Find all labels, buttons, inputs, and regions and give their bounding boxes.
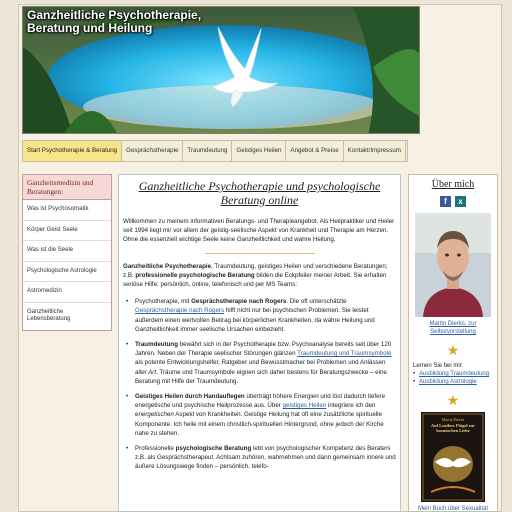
intro-paragraph: Willkommen zu meinem informativen Beratungs- und Therapieangebot. Als Heilpraktiker und Heiler seit 1994 liegt mir vor allem der geistig-seelische Aspekt von Krankheit und Therapie am Herzen. Ohne die essenziell wichtige Seele keine Ganzheitlichkeit und wahre Heilung. [123,218,395,244]
text: integriere ich den [326,402,376,410]
sidebar-heading: Ganzheitsmedizin und Beratungen: [23,175,111,200]
learn-label: Lernen Sie bei mir: [413,363,464,369]
sidebar-item-koerper-geist-seele[interactable]: Körper Geist Seele [23,221,111,242]
text: lebt von psychologischer Kompetenz des Beraters z.B. als Gesprächstherapeut. Achtsam zuhören, wahrnehmen und dann gemeinsam innere und äußere Lösungswege finden – persönlich, telefo- [135,445,396,471]
portrait-caption [413,320,493,336]
left-sidebar [22,174,112,331]
link-buch[interactable]: Mein Buch über Sexualität [417,506,489,512]
italic-text: energetischen [135,411,174,419]
strong-text: psychologische Beratung [175,445,252,453]
text: Psychotherapie, mit [135,298,192,306]
nav-item-gespraechstherapie[interactable]: Gesprächstherapie [122,141,183,161]
link-geistiges-heilen[interactable]: geistiges Heilen [282,402,327,410]
strong-text: professionelle psychologische Beratung [135,271,255,279]
list-item [123,340,396,386]
strong-text: Ganzheitliche Psychotherapie [123,262,212,270]
sidebar-item-astromedizin[interactable]: Astromedizin [23,282,111,303]
list-item [123,392,396,438]
social-links [413,196,493,207]
list-item [123,297,396,334]
services-paragraph [123,262,396,290]
text: , Traumdeutung, geistiges Heilen und verschiedene Beratungen; z.B. [123,262,388,279]
book-caption [413,505,493,512]
about-heading[interactable]: Über mich [431,179,475,190]
page-title: Ganzheitliche Psychotherapie und psychologische Beratung online [138,179,381,207]
text: . Träume und Traumsymbole eignen sich daher bestens für Beratungszwecke – eine Beratung mit Hilfe der Traumdeutung. [135,368,387,385]
link-gespraechstherapie[interactable]: Gesprächstherapie nach Rogers [135,307,225,315]
book-title: Auf Luzifers Flügel zur kosmischen Liebe [430,423,476,433]
learn-section [413,362,493,386]
star-icon: ★ [446,392,460,408]
caption-line2[interactable]: Selbstvorstellung [430,329,476,335]
strong-text: Gesprächstherapie nach Rogers [191,298,287,306]
nav-item-angebot-preise[interactable]: Angebot & Preise [286,141,343,161]
divider [205,253,315,254]
star-icon: ★ [446,342,460,358]
portrait-image[interactable] [415,213,491,317]
facebook-icon[interactable]: f [440,196,451,207]
learn-item [413,370,493,378]
text: überträgt höhere Energien und löst dadurch tiefere energetische und psychische Heilprozesse aus. Über [135,393,386,410]
services-list [123,297,396,471]
text: als potente Entwicklungshelfer, Ratgeber und Bewusstmacher bei Problemen und Anlässen [135,359,386,367]
list-item [123,444,396,472]
main-nav [22,140,408,162]
text: Professionelle [135,445,176,453]
link-traumdeutung[interactable]: Traumdeutung und Traumsymbole [297,350,392,358]
sidebar-item-lebensberatung[interactable]: Ganzheitliche Lebensberatung [27,308,71,322]
text: Aspekt von Krankheiten. Geistige Heilung hat oft eine zusätzliche spirituelle Komponente. Ich heile mit einem christlich-spirituellen Hintergrund, ohne jedoch der Kirche nahe zu stehen. [135,411,384,437]
nav-item-traumdeutung[interactable]: Traumdeutung [183,141,232,161]
header-banner [22,6,420,134]
book-author: Martin Dierks [441,417,465,422]
text: bewährt sich in der Psychotherapie bzw. Psychoanalyse bereits seit über 120 Jahren. Neben der Therapie seelischer Störungen glänzen [135,341,392,358]
italic-text: aller Art [135,368,157,376]
right-sidebar [408,174,498,512]
nav-item-kontakt[interactable]: Kontakt/Impressum [344,141,406,161]
xing-icon[interactable]: x [455,196,466,207]
sidebar-item-psychosomatik[interactable]: Was ist Psychosomatik [23,200,111,221]
banner-title-line1: Ganzheitliche Psychotherapie, [27,8,202,22]
link-ausbildung-traumdeutung[interactable]: Ausbildung Traumdeutung [419,371,490,377]
strong-text: Geistiges Heilen durch Handauflegen [135,393,245,401]
link-ausbildung-astrologie[interactable]: Ausbildung Astrologie [419,379,477,385]
text: bilden die Eckpfeiler meiner Arbeit. Sie erhalten seriöse Hilfe; persönlich, online, telefonisch und per MS Teams: [123,271,387,289]
learn-item [413,378,493,386]
text: . Die oft unterschätzte [286,298,347,306]
sidebar-item-astrologie[interactable]: Psychologische Astrologie [23,262,111,283]
strong-text: Traumdeutung [135,341,178,349]
caption-line1[interactable]: Martin Dierks, zur [429,321,477,327]
banner-title [27,9,201,35]
sidebar-item-seele[interactable]: Was ist die Seele [23,241,111,262]
book-cover-image[interactable] [421,412,485,502]
nav-item-geistiges-heilen[interactable]: Geistiges Heilen [232,141,286,161]
text: hilft nicht nur bei psychischen Problemen. Sie leistet außerdem einen wertvollen Beitrag bei körperlichen Krankheiten, da wahre Heilung und Ganzheitlichkeit immer seelische Ursachen einbezieht. [135,307,375,333]
banner-title-line2: Beratung und Heilung [27,21,153,35]
nav-item-start[interactable]: Start Psychotherapie & Beratung [23,141,122,161]
main-content [118,174,401,512]
